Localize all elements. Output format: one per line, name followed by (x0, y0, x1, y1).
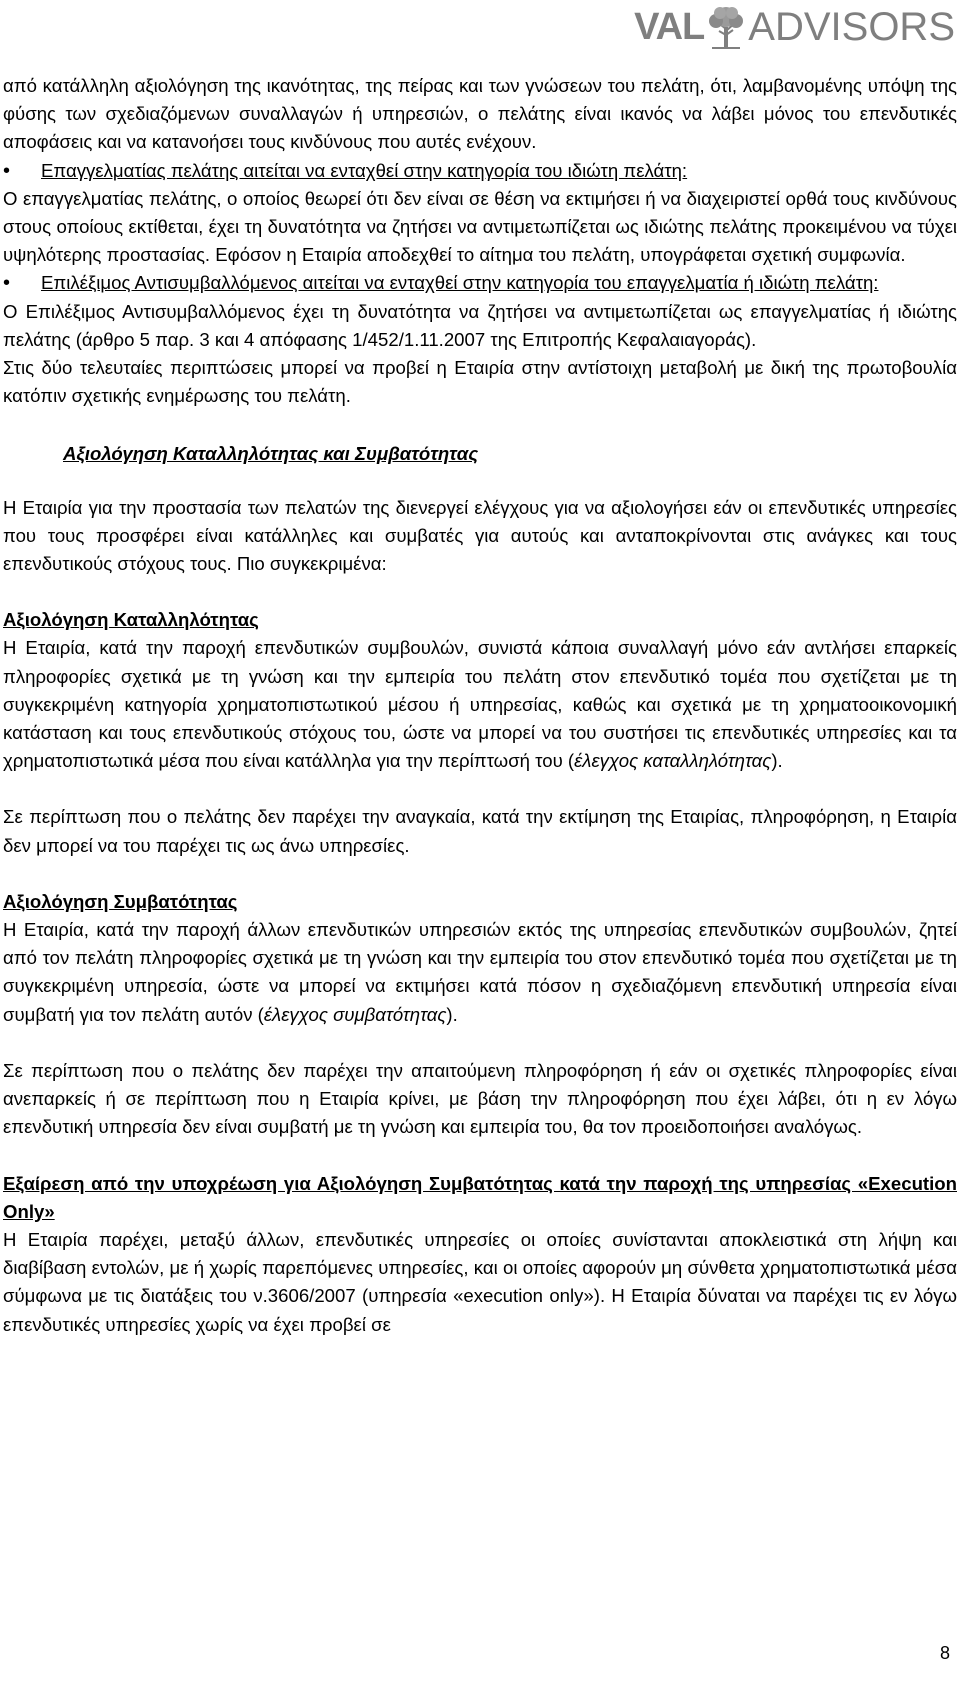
bullet-item (3, 157, 957, 185)
paragraph: Σε περίπτωση που ο πελάτης δεν παρέχει την απαιτούμενη πληροφόρηση ή εάν οι σχετικές πληροφορίες είναι ανεπαρκείς ή σε περίπτωση που η Εταιρία κρίνει, με βάση την πληροφόρηση που έχει λάβει, ότι η εν λόγω επενδυτική υπηρεσία δεν είναι συμβατή με τη γνώση και εμπειρία του, θα τον προειδοποιήσει αναλόγως. (3, 1059, 957, 1138)
paragraph: Σε περίπτωση που ο πελάτης δεν παρέχει την αναγκαία, κατά την εκτίμηση της Εταιρίας, πληροφόρηση, η Εταιρία δεν μπορεί να του παρέχει τις ως άνω υπηρεσίες. (3, 806, 957, 856)
subheading-suitability: Αξιολόγηση Καταλληλότητας (3, 609, 259, 631)
paragraph: από κατάλληλη αξιολόγηση της ικανότητας, της πείρας και των γνώσεων του πελάτη, ότι, λαμβανομένης υπόψη της φύσης των σχεδιαζόμενων συναλλαγών ή υπηρεσιών, ο πελάτης είναι ικανός να λάβει μόνος του επενδυτικές αποφάσεις και να κατανοήσει τους κινδύνους που αυτές ενέχουν. (3, 75, 957, 153)
bullet-heading: Επιλέξιμος Αντισυμβαλλόμενος αιτείται να ενταχθεί στην κατηγορία του επαγγελματία ή ιδιώτη πελάτη: (41, 272, 879, 294)
tree-icon (706, 5, 746, 49)
bullet-heading: Επαγγελματίας πελάτης αιτείται να ενταχθεί στην κατηγορία του ιδιώτη πελάτη: (41, 159, 688, 181)
subheading-appropriateness: Αξιολόγηση Συμβατότητας (3, 890, 238, 912)
bullet-item (3, 269, 957, 297)
document-body (3, 72, 957, 1339)
bullet-icon: • (3, 159, 11, 182)
logo-val-text: VAL (634, 5, 705, 48)
bullet-icon: • (3, 272, 11, 295)
subheading-execution-only: Εξαίρεση από την υποχρέωση για Αξιολόγηση Συμβατότητας κατά την παροχή της υπηρεσίας «Execution Only» (3, 1172, 957, 1222)
paragraph: Ο επαγγελματίας πελάτης, ο οποίος θεωρεί ότι δεν είναι σε θέση να εκτιμήσει ή να διαχειριστεί ορθά τους κινδύνους στους οποίους εκτίθεται, έχει τη δυνατότητα να ζητήσει να αντιμετωπίζεται ως ιδιώτης πελάτης προκειμένου να τύχει υψηλότερης προστασίας. Εφόσον η Εταιρία αποδεχθεί το αίτημα του πελάτη, υπογράφεται σχετική συμφωνία. (3, 187, 957, 266)
logo-advisors-text: ADVISORS (748, 4, 955, 49)
section-title: Αξιολόγηση Καταλληλότητας και Συμβατότητας (63, 443, 479, 465)
company-logo (634, 4, 955, 50)
paragraph: Η Εταιρία παρέχει, μεταξύ άλλων, επενδυτικές υπηρεσίες οι οποίες συνίστανται αποκλειστικά στη λήψη και διαβίβαση εντολών, με ή χωρίς παρεπόμενες υπηρεσίες, και οι οποίες αφορούν μη σύνθετα χρηματοπιστωτικά μέσα σύμφωνα με τις διατάξεις του ν.3606/2007 (υπηρεσία «execution only»). Η Εταιρία δύναται να παρέχει τις εν λόγω επενδυτικές υπηρεσίες χωρίς να έχει προβεί σε (3, 1228, 957, 1335)
page-number: 8 (939, 1643, 950, 1663)
paragraph: Ο Επιλέξιμος Αντισυμβαλλόμενος έχει τη δυνατότητα να ζητήσει να αντιμετωπίζεται ως επαγγελματίας ή ιδιώτης πελάτης (άρθρο 5 παρ. 3 και 4 απόφασης 1/452/1.11.2007 της Επιτροπής Κεφαλαιαγοράς). (3, 300, 957, 350)
paragraph: Στις δύο τελευταίες περιπτώσεις μπορεί να προβεί η Εταιρία στην αντίστοιχη μεταβολή με δική της πρωτοβουλία κατόπιν σχετικής ενημέρωσης του πελάτη. (3, 357, 957, 407)
paragraph: Η Εταιρία για την προστασία των πελατών της διενεργεί ελέγχους για να αξιολογήσει εάν οι επενδυτικές υπηρεσίες που τους προσφέρει είναι κατάλληλες και συμβατές για αυτούς και ανταποκρίνονται στις ανάγκες και τους επενδυτικούς στόχους τους. Πιο συγκεκριμένα: (3, 496, 957, 575)
paragraph: Η Εταιρία, κατά την παροχή άλλων επενδυτικών υπηρεσιών εκτός της υπηρεσίας επενδυτικών συμβουλών, ζητεί από τον πελάτη πληροφορίες σχετικά με τη γνώση και την εμπειρία του στον επενδυτικό τομέα που σχετίζεται με τη συγκεκριμένη υπηρεσία, ώστε να μπορεί να εκτιμήσει κατά πόσον η σχεδιαζόμενη επενδυτική υπηρεσία είναι συμβατή για τον πελάτη αυτόν (έλεγχος συμβατότητας). (3, 919, 957, 1025)
paragraph: Η Εταιρία, κατά την παροχή επενδυτικών συμβουλών, συνιστά κάποια συναλλαγή μόνο εάν αντλήσει επαρκείς πληροφορίες σχετικά με τη γνώση και την εμπειρία του πελάτη στον επενδυτικό τομέα που σχετίζεται με τη συγκεκριμένη κατηγορία χρηματοπιστωτικού μέσου ή υπηρεσίας, καθώς και σχετικά με τη χρηματοοικονομική κατάσταση και τους επενδυτικούς στόχους του, ώστε να μπορεί να του συστήσει τις επενδυτικές υπηρεσίες και τα χρηματοπιστωτικά μέσα που είναι κατάλληλα για την περίπτωσή του (έλεγχος καταλληλότητας). (3, 637, 957, 772)
